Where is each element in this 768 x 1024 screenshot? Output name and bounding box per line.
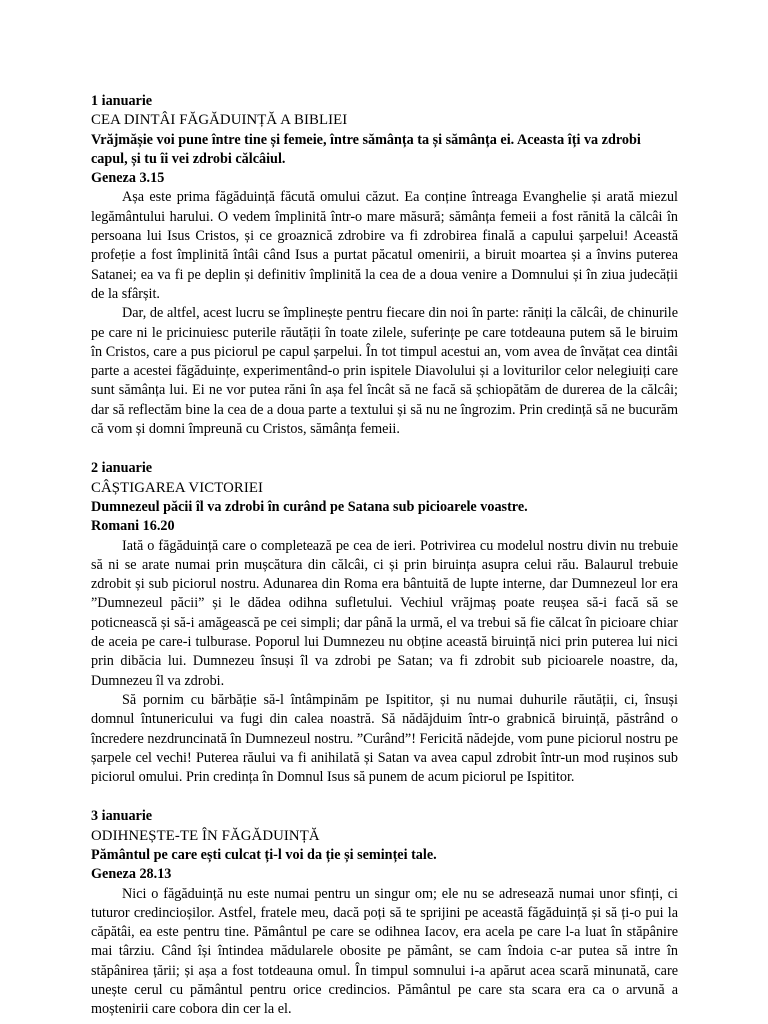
entry-date: 2 ianuarie: [91, 460, 153, 477]
entry-date: 1 ianuarie: [91, 93, 153, 109]
scripture-reference: Romani 16.20: [91, 518, 175, 535]
body-paragraph: Dar, de altfel, acest lucru se împlinește pentru fiecare din noi în parte: răniți la călcâi, de chinurile pe care ni le pricinuiesc puterile răutății în toate zilele, suferințe pe care totdeauna putem să le biruim în Cristos, care a pus piciorul pe capul șarpelui. În tot timpul acestui an, vom avea de învățat cea dintâi parte a acestei făgăduințe, experimentând-o prin ispitele Diavolului și a loviturilor celor nelegiuiți care sunt sămânța lui. Ei ne vor putea răni în așa fel încât să ne facă să șchiopătăm de durerea de la călcâi; dar să reflectăm bine la cea de a doua parte a textului și să nu ne îngrozim. Prin credință să ne bucurăm că vom și domni împreună cu Cristos, sămânța femeii.: [91, 305, 678, 438]
body-paragraph: Așa este prima făgăduință făcută omului căzut. Ea conține întreaga Evanghelie și arată miezul legământului harului. O vedem împlinită într-o mare măsură; sămânța femeii a fost rănită la călcâi în persoana lui Isus Cristos, și ce groaznică zdrobire va fi zdrobirea finală a capului șarpelui! Această profeție a fost împlinită întâi când Isus a purtat păcatul omenirii, a biruit moartea și a învins puterea Satanei; ea va fi pe deplin și definitiv împlinită la cea de a doua venire a Domnului și în ziua judecății de la sfârșit.: [91, 189, 678, 302]
scripture-reference: Geneza 3.15: [91, 170, 165, 187]
body-paragraph: Să pornim cu bărbăție să-l întâmpinăm pe Ispititor, și nu numai duhurile răutății, ci, însuși domnul întunericului va fugi din calea noastră. Să nădăjduim într-o grabnică biruință, păstrând o încredere nezdruncinată în Dumnezeul nostru. ”Curând”! Fericită nădejde, vom pune piciorul nostru pe șarpele cel vechi! Puterea răului va fi anihilată și Satan va avea capul zdrobit într-un mod rușinos sub piciorul omului. Prin credința în Domnul Isus să punem de acum piciorul pe Ispititor.: [91, 691, 678, 786]
body-paragraph: Nici o făgăduință nu este numai pentru un singur om; ele nu se adresează numai unor sfinți, ci tuturor credincioșilor. Astfel, fratele meu, dacă poți să te sprijini pe această făgăduință și să ți-o pui la căpătâi, ea este pentru tine. Pământul pe care se odihnea Iacov, era acela pe care l-a luat în stăpânire mai târziu. Când își întindea mădularele obosite pe pământ, se cam îndoia c-ar putea să intre în stăpânirea țării; și așa a fost totdeauna omul. În timpul somnului i-a apărut acea scară minunată, care unește cerul cu pământul pentru orice credincios. Pământul pe care sta scara era ca o arvună a moștenirii care cobora din cer la el.: [91, 885, 678, 1018]
entry-title: CÂȘTIGAREA VICTORIEI: [91, 479, 264, 496]
scripture-verse: Vrăjmășie voi pune între tine și femeie, între sămânța ta și sămânța ei. Aceasta îți va zdrobi capul, și tu îi vei zdrobi călcâiul.: [91, 131, 641, 167]
devotional-entry-2: [91, 459, 678, 787]
entry-title: ODIHNEȘTE-TE ÎN FĂGĂDUINȚĂ: [91, 827, 320, 844]
devotional-entry-1: [91, 92, 678, 439]
entry-title: CEA DINTÂI FĂGĂDUINȚĂ A BIBLIEI: [91, 112, 348, 129]
scripture-reference: Geneza 28.13: [91, 866, 172, 883]
scripture-verse: Pământul pe care ești culcat ți-l voi da ție și seminței tale.: [91, 846, 437, 863]
body-paragraph: Iată o făgăduință care o completează pe cea de ieri. Potrivirea cu modelul nostru divin nu trebuie să ni se arate numai prin mușcătura din călcâi, ci și prin biruința asupra celui rău. Balaurul trebuie zdrobit și sub piciorul nostru. Adunarea din Roma era bântuită de lupte interne, dar Dumnezeul lor era ”Dumnezeul păcii” și le dădea odihna sufletului. Vechiul vrăjmaș poate reușea să-i facă să se poticnească și să-i amăgească pe cei simpli; dar până la urmă, el va trebui să fie călcat în picioare chiar de aceia pe care-i tulburase. Poporul lui Dumnezeu nu obține această biruință nici prin puterea lui nici prin dibăcia lui. Dumnezeu însuși îl va zdrobi pe Satan; va fi zdrobit sub picioarele noastre, da, Dumnezeu îl va zdrobi.: [91, 537, 678, 689]
entry-date: 3 ianuarie: [91, 808, 153, 825]
scripture-verse: Dumnezeul păcii îl va zdrobi în curând pe Satana sub picioarele voastre.: [91, 498, 528, 515]
devotional-entry-3: [91, 807, 678, 1019]
